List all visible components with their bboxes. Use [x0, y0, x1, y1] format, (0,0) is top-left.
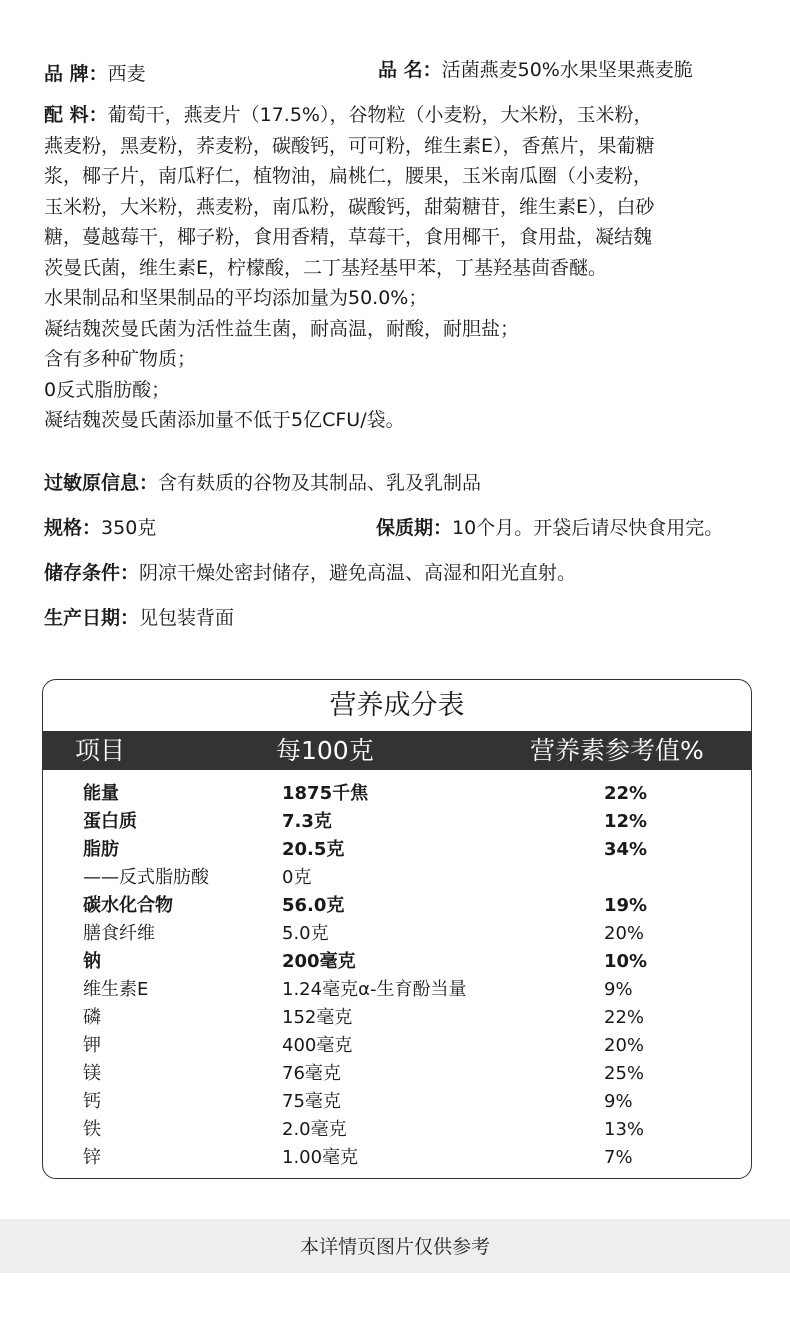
- storage-label: 储存条件：: [44, 562, 140, 584]
- nutrient-nrv: 9%: [604, 979, 633, 1000]
- nutrient-name: ——反式脂肪酸: [83, 867, 209, 888]
- nutrient-name: 钠: [83, 951, 101, 972]
- storage-value: 阴凉干燥处密封储存，避免高温、高湿和阳光直射。: [139, 562, 577, 584]
- table-row: [43, 1116, 751, 1144]
- nutrient-nrv: 20%: [604, 1035, 645, 1056]
- allergen-value: 含有麸质的谷物及其制品、乳及乳制品: [158, 472, 482, 494]
- nutrient-amount: 5.0克: [282, 923, 329, 944]
- nutrient-name: 钙: [83, 1091, 101, 1112]
- table-row: [43, 920, 751, 948]
- table-row: [43, 1032, 751, 1060]
- ingredients-line: 0反式脂肪酸；: [44, 378, 171, 401]
- product-name-label: 品 名：: [378, 59, 442, 81]
- nutrient-name: 能量: [83, 783, 119, 804]
- nutrient-name: 碳水化合物: [83, 895, 173, 916]
- allergen-label: 过敏原信息：: [44, 472, 159, 494]
- nutrition-table: [42, 679, 752, 1179]
- ingredients-line: 含有多种矿物质；: [44, 348, 197, 370]
- table-row: [43, 864, 751, 892]
- ingredients-label: 配 料：: [44, 104, 108, 126]
- ingredients-line: 燕麦粉，黑麦粉，荞麦粉，碳酸钙，可可粉，维生素E），香蕉片，果葡糖: [44, 134, 655, 157]
- ingredients-line: 配 料：葡萄干，燕麦片（17.5%），谷物粒（小麦粉，大米粉，玉米粉，: [44, 104, 653, 126]
- table-row: [43, 1144, 751, 1172]
- ingredients-line: 玉米粉，大米粉，燕麦粉，南瓜粉，碳酸钙，甜菊糖苷，维生素E），白砂: [44, 195, 655, 218]
- table-row: [43, 948, 751, 976]
- nutrient-amount: 56.0克: [282, 895, 345, 916]
- table-row: [43, 780, 751, 808]
- nutrient-name: 脂肪: [83, 839, 119, 860]
- nutrient-nrv: 22%: [604, 1007, 645, 1028]
- product-name-value: 活菌燕麦50%水果坚果燕麦脆: [441, 59, 693, 81]
- product-name-line: [378, 56, 693, 84]
- brand-value: 西麦: [107, 63, 146, 85]
- nutrient-amount: 2.0毫克: [282, 1119, 347, 1140]
- nutrient-nrv: 20%: [604, 923, 645, 944]
- nutrient-name: 磷: [83, 1007, 101, 1028]
- nutrient-amount: 1.24毫克α-生育酚当量: [282, 979, 467, 1000]
- nutrient-nrv: 34%: [604, 839, 648, 860]
- nutrient-amount: 20.5克: [282, 839, 345, 860]
- production-date-label: 生产日期：: [44, 607, 140, 629]
- nutrient-name: 镁: [83, 1063, 101, 1084]
- nutrient-nrv: 10%: [604, 951, 648, 972]
- table-row: [43, 1088, 751, 1116]
- nutrient-nrv: 12%: [604, 811, 648, 832]
- nutrient-nrv: 7%: [604, 1147, 633, 1168]
- allergen-line: [44, 469, 481, 497]
- ingredients-block: [44, 100, 760, 436]
- production-date-line: [44, 604, 234, 632]
- table-row: [43, 1060, 751, 1088]
- production-date-value: 见包装背面: [139, 607, 235, 629]
- spec-line: [44, 514, 156, 542]
- header-nrv: 营养素参考值%: [530, 736, 704, 765]
- storage-line: [44, 559, 576, 587]
- nutrient-name: 铁: [83, 1119, 101, 1140]
- nutrient-nrv: 22%: [604, 783, 648, 804]
- nutrient-name: 维生素E: [83, 979, 149, 1000]
- nutrient-nrv: 13%: [604, 1119, 645, 1140]
- nutrient-name: 蛋白质: [83, 811, 137, 832]
- header-item: 项目: [75, 736, 126, 765]
- shelf-life-line: [376, 514, 723, 542]
- table-row: [43, 808, 751, 836]
- table-row: [43, 1004, 751, 1032]
- header-per-100g: 每100克: [276, 736, 374, 765]
- brand-label: 品 牌：: [44, 63, 108, 85]
- nutrient-amount: 1875千焦: [282, 783, 369, 804]
- table-row: [43, 892, 751, 920]
- nutrient-amount: 200毫克: [282, 951, 356, 972]
- nutrient-nrv: 25%: [604, 1063, 645, 1084]
- nutrition-table-header: [43, 731, 751, 770]
- brand-line: [44, 60, 146, 88]
- ingredients-line: 凝结魏茨曼氏菌为活性益生菌，耐高温，耐酸，耐胆盐；: [44, 317, 520, 340]
- shelf-life-label: 保质期：: [376, 517, 453, 539]
- nutrient-amount: 75毫克: [282, 1091, 341, 1112]
- ingredients-line: 水果制品和坚果制品的平均添加量为50.0%；: [44, 287, 428, 309]
- nutrient-nrv: 19%: [604, 895, 648, 916]
- nutrition-table-title: 营养成分表: [329, 690, 465, 721]
- ingredients-line: 浆，椰子片，南瓜籽仁，植物油，扁桃仁，腰果，玉米南瓜圈（小麦粉，: [44, 165, 653, 187]
- nutrient-amount: 76毫克: [282, 1063, 341, 1084]
- nutrient-nrv: 9%: [604, 1091, 633, 1112]
- spec-value: 350克: [101, 517, 157, 539]
- ingredients-line: 茨曼氏菌，维生素E，柠檬酸，二丁基羟基甲苯，丁基羟基茴香醚。: [44, 256, 608, 279]
- nutrient-name: 锌: [83, 1147, 101, 1168]
- nutrient-name: 钾: [83, 1035, 101, 1056]
- nutrient-name: 膳食纤维: [83, 923, 155, 944]
- spec-label: 规格：: [44, 517, 102, 539]
- ingredients-line: 凝结魏茨曼氏菌添加量不低于5亿CFU/袋。: [44, 409, 405, 431]
- ingredients-line: 糖，蔓越莓干，椰子粉，食用香精，草莓干，食用椰干，食用盐，凝结魏: [44, 226, 653, 248]
- nutrient-amount: 7.3克: [282, 811, 332, 832]
- nutrient-amount: 152毫克: [282, 1007, 353, 1028]
- nutrient-amount: 0克: [282, 867, 312, 888]
- table-row: [43, 836, 751, 864]
- nutrient-amount: 400毫克: [282, 1035, 353, 1056]
- footer-banner: [0, 1219, 790, 1273]
- footer-note: 本详情页图片仅供参考: [299, 1236, 490, 1258]
- shelf-life-value: 10个月。开袋后请尽快食用完。: [452, 517, 724, 539]
- table-row: [43, 976, 751, 1004]
- nutrient-amount: 1.00毫克: [282, 1147, 359, 1168]
